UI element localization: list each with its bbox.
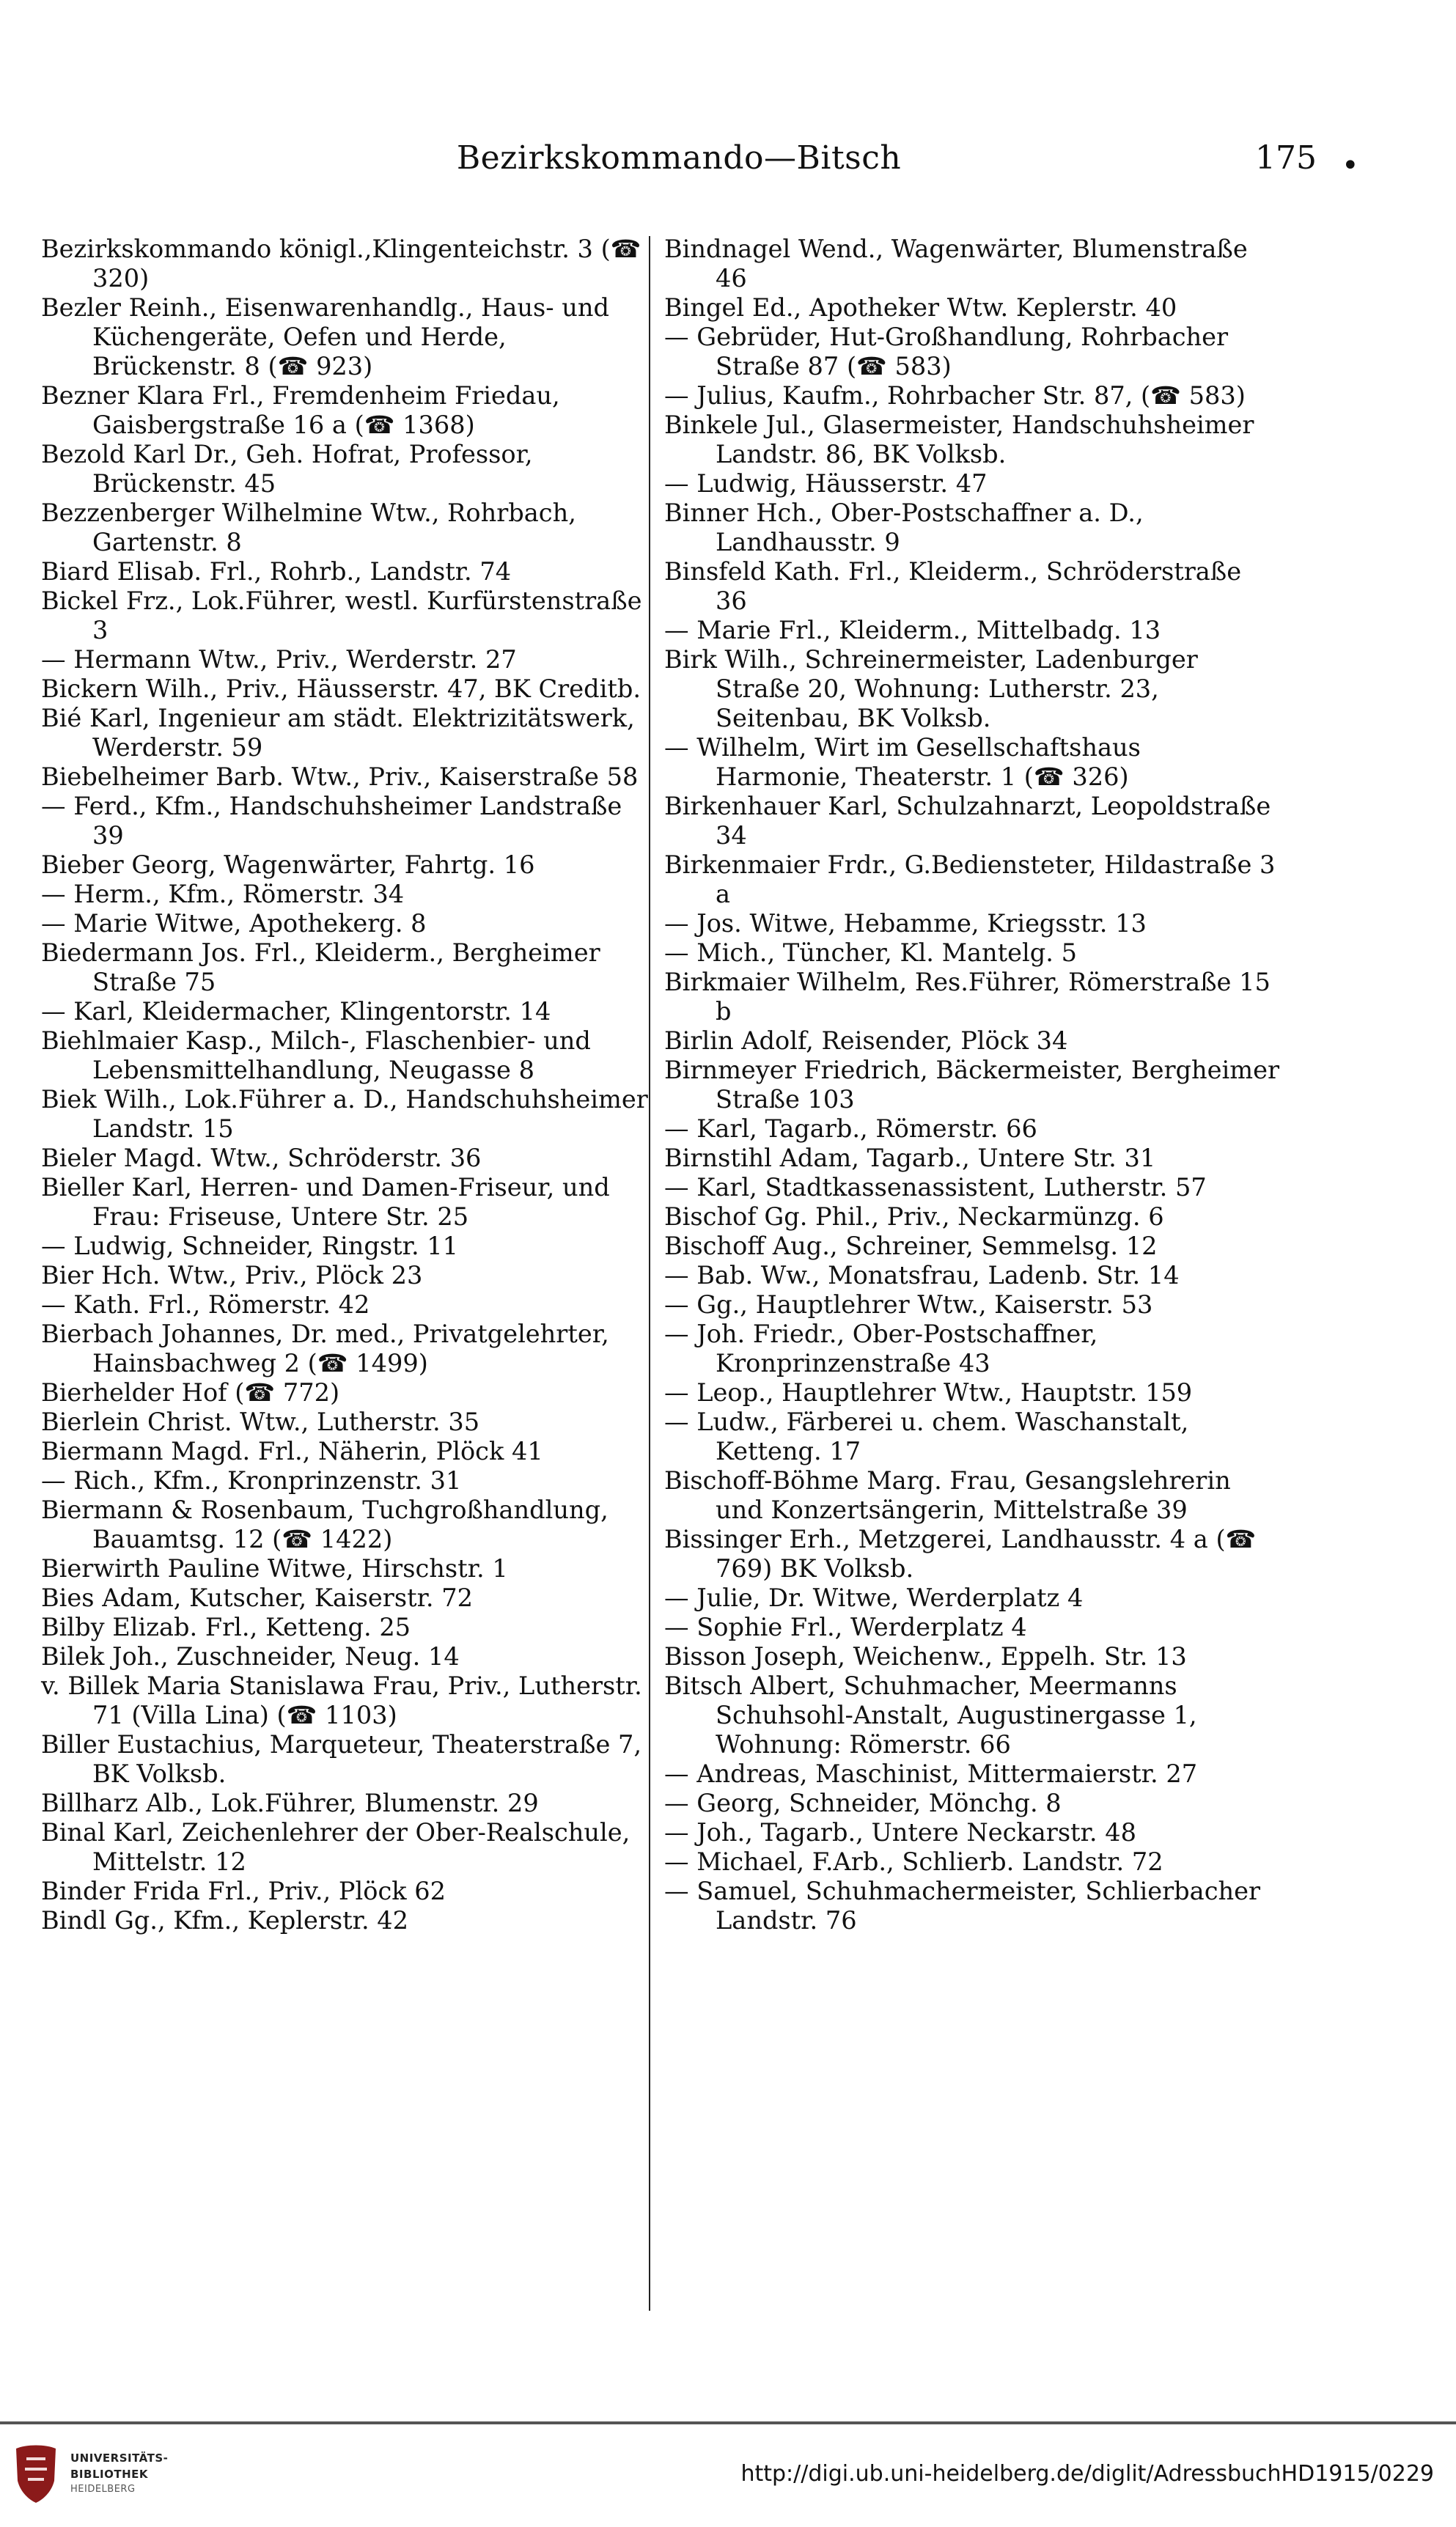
directory-entry: — Ferd., Kfm., Handschuhsheimer Landstraße 39	[41, 792, 622, 850]
library-name-line-1: UNIVERSITÄTS-	[70, 2451, 169, 2465]
directory-entry: — Julie, Dr. Witwe, Werderplatz 4	[664, 1583, 1084, 1612]
directory-entry: — Leop., Hauptlehrer Wtw., Hauptstr. 159	[664, 1378, 1193, 1407]
directory-entry: — Ludwig, Häusserstr. 47	[664, 469, 988, 498]
directory-entry: v. Billek Maria Stanislawa Frau, Priv., Lutherstr. 71 (Villa Lina) (☎ 1103)	[41, 1671, 642, 1729]
directory-entry: — Hermann Wtw., Priv., Werderstr. 27	[41, 645, 517, 674]
directory-entry: — Julius, Kaufm., Rohrbacher Str. 87, (☎ 583)	[664, 381, 1246, 410]
right-directory-column	[664, 235, 1280, 1935]
directory-entry: — Ludwig, Schneider, Ringstr. 11	[41, 1232, 459, 1260]
directory-entry: Biehlmaier Kasp., Milch-, Flaschenbier- und Lebensmittelhandlung, Neugasse 8	[41, 1026, 591, 1084]
directory-entry: — Michael, F.Arb., Schlierb. Landstr. 72	[664, 1847, 1163, 1876]
directory-entry: Bezirkskommando königl.,Klingenteichstr. 3 (☎ 320)	[41, 235, 641, 293]
directory-entry: — Karl, Kleidermacher, Klingentorstr. 14	[41, 997, 551, 1026]
directory-entry: Birnmeyer Friedrich, Bäckermeister, Bergheimer Straße 103	[664, 1056, 1280, 1114]
directory-entry: Biermann Magd. Frl., Näherin, Plöck 41	[41, 1437, 543, 1465]
directory-entry: Bindl Gg., Kfm., Keplerstr. 42	[41, 1906, 409, 1935]
directory-entry: Binal Karl, Zeichenlehrer der Ober-Realschule, Mittelstr. 12	[41, 1818, 630, 1876]
directory-entry: Bindnagel Wend., Wagenwärter, Blumenstraße 46	[664, 235, 1248, 293]
directory-entry: Billharz Alb., Lok.Führer, Blumenstr. 29	[41, 1789, 539, 1817]
directory-entry: Birlin Adolf, Reisender, Plöck 34	[664, 1026, 1068, 1055]
directory-entry: — Karl, Stadtkassenassistent, Lutherstr. 57	[664, 1173, 1207, 1202]
left-directory-column	[41, 235, 657, 1935]
directory-entry: Biermann & Rosenbaum, Tuchgroßhandlung, Bauamtsg. 12 (☎ 1422)	[41, 1496, 608, 1553]
directory-entry: Bezzenberger Wilhelmine Wtw., Rohrbach, Gartenstr. 8	[41, 499, 576, 556]
directory-entry: Bieber Georg, Wagenwärter, Fahrtg. 16	[41, 850, 535, 879]
directory-entry: Bezold Karl Dr., Geh. Hofrat, Professor, Brückenstr. 45	[41, 440, 533, 498]
directory-entry: Biedermann Jos. Frl., Kleiderm., Bergheimer Straße 75	[41, 938, 600, 996]
directory-entry: Birkmaier Wilhelm, Res.Führer, Römerstraße 15 b	[664, 968, 1271, 1026]
page-number: 175	[1255, 139, 1317, 177]
directory-entry: Bingel Ed., Apotheker Wtw. Keplerstr. 40	[664, 293, 1177, 322]
directory-entry: — Gg., Hauptlehrer Wtw., Kaiserstr. 53	[664, 1290, 1153, 1319]
directory-entry: Binsfeld Kath. Frl., Kleiderm., Schröderstraße 36	[664, 557, 1242, 615]
directory-entry: — Marie Frl., Kleiderm., Mittelbadg. 13	[664, 616, 1161, 644]
directory-entry: — Sophie Frl., Werderplatz 4	[664, 1613, 1027, 1641]
directory-entry: Birkenhauer Karl, Schulzahnarzt, Leopoldstraße 34	[664, 792, 1271, 850]
directory-entry: Bezler Reinh., Eisenwarenhandlg., Haus- und Küchengeräte, Oefen und Herde, Brückenstr. 8 (☎ 923)	[41, 293, 609, 380]
directory-entry: — Joh., Tagarb., Untere Neckarstr. 48	[664, 1818, 1136, 1847]
directory-entry: Birkenmaier Frdr., G.Bediensteter, Hildastraße 3 a	[664, 850, 1276, 908]
directory-entry: Bieller Karl, Herren- und Damen-Friseur, und Frau: Friseuse, Untere Str. 25	[41, 1173, 610, 1231]
directory-entry: Bilek Joh., Zuschneider, Neug. 14	[41, 1642, 460, 1671]
directory-entry: Bilby Elizab. Frl., Ketteng. 25	[41, 1613, 411, 1641]
directory-entry: — Andreas, Maschinist, Mittermaierstr. 27	[664, 1759, 1198, 1788]
footer-divider	[0, 2421, 1456, 2424]
directory-entry: Bieler Magd. Wtw., Schröderstr. 36	[41, 1144, 482, 1172]
directory-entry: — Herm., Kfm., Römerstr. 34	[41, 880, 405, 908]
directory-entry: Biebelheimer Barb. Wtw., Priv., Kaiserstraße 58	[41, 762, 639, 791]
directory-entry: Bischoff Aug., Schreiner, Semmelsg. 12	[664, 1232, 1158, 1260]
directory-entry: Bissinger Erh., Metzgerei, Landhausstr. 4 a (☎ 769) BK Volksb.	[664, 1525, 1257, 1583]
directory-entry: Biek Wilh., Lok.Führer a. D., Handschuhsheimer Landstr. 15	[41, 1085, 648, 1143]
directory-entry: Bierhelder Hof (☎ 772)	[41, 1378, 340, 1407]
directory-entry: Bezner Klara Frl., Fremdenheim Friedau, Gaisbergstraße 16 a (☎ 1368)	[41, 381, 560, 439]
directory-entry: — Wilhelm, Wirt im Gesellschaftshaus Harmonie, Theaterstr. 1 (☎ 326)	[664, 733, 1141, 791]
source-url-link[interactable]: http://digi.ub.uni-heidelberg.de/diglit/AdressbuchHD1915/0229	[740, 2461, 1434, 2487]
directory-entry: Bickel Frz., Lok.Führer, westl. Kurfürstenstraße 3	[41, 586, 642, 644]
directory-entry: Bischof Gg. Phil., Priv., Neckarmünzg. 6	[664, 1202, 1164, 1231]
directory-entry: Bierlein Christ. Wtw., Lutherstr. 35	[41, 1408, 480, 1436]
directory-entry: — Bab. Ww., Monatsfrau, Ladenb. Str. 14	[664, 1261, 1180, 1290]
directory-entry: Bickern Wilh., Priv., Häusserstr. 47, BK Creditb.	[41, 674, 641, 703]
directory-entry: Bischoff-Böhme Marg. Frau, Gesangslehrerin und Konzertsängerin, Mittelstraße 39	[664, 1466, 1231, 1524]
directory-entry: — Rich., Kfm., Kronprinzenstr. 31	[41, 1466, 462, 1495]
directory-entry: — Ludw., Färberei u. chem. Waschanstalt, Ketteng. 17	[664, 1408, 1189, 1465]
directory-entry: — Gebrüder, Hut-Großhandlung, Rohrbacher Straße 87 (☎ 583)	[664, 323, 1229, 380]
directory-entry: — Kath. Frl., Römerstr. 42	[41, 1290, 370, 1319]
directory-entry: Bisson Joseph, Weichenw., Eppelh. Str. 13	[664, 1642, 1187, 1671]
column-divider	[649, 236, 650, 2311]
directory-entry: Bier Hch. Wtw., Priv., Plöck 23	[41, 1261, 423, 1290]
directory-entry: — Mich., Tüncher, Kl. Mantelg. 5	[664, 938, 1077, 967]
directory-entry: Bitsch Albert, Schuhmacher, Meermanns Schuhsohl-Anstalt, Augustinergasse 1, Wohnung: Römerstr. 66	[664, 1671, 1197, 1759]
running-title: Bezirkskommando—Bitsch	[456, 139, 902, 177]
directory-entry: — Samuel, Schuhmachermeister, Schlierbacher Landstr. 76	[664, 1877, 1261, 1935]
directory-entry: Binner Hch., Ober-Postschaffner a. D., Landhausstr. 9	[664, 499, 1144, 556]
directory-entry: Bies Adam, Kutscher, Kaiserstr. 72	[41, 1583, 474, 1612]
directory-entry: Birnstihl Adam, Tagarb., Untere Str. 31	[664, 1144, 1156, 1172]
page-header	[41, 139, 1317, 183]
directory-entry: — Karl, Tagarb., Römerstr. 66	[664, 1114, 1037, 1143]
directory-entry: Bierwirth Pauline Witwe, Hirschstr. 1	[41, 1554, 508, 1583]
library-seal-icon	[10, 2441, 62, 2504]
directory-entry: Birk Wilh., Schreinermeister, Ladenburger Straße 20, Wohnung: Lutherstr. 23, Seitenbau, BK Volksb.	[664, 645, 1198, 732]
directory-entry: Biard Elisab. Frl., Rohrb., Landstr. 74	[41, 557, 512, 586]
directory-entry: Binder Frida Frl., Priv., Plöck 62	[41, 1877, 446, 1905]
directory-entry: — Georg, Schneider, Mönchg. 8	[664, 1789, 1062, 1817]
directory-entry: Binkele Jul., Glasermeister, Handschuhsheimer Landstr. 86, BK Volksb.	[664, 411, 1254, 468]
library-name-line-2: BIBLIOTHEK	[70, 2468, 148, 2481]
directory-entry: Bié Karl, Ingenieur am städt. Elektrizitätswerk, Werderstr. 59	[41, 704, 635, 762]
margin-dot: •	[1342, 149, 1359, 183]
directory-entry: — Jos. Witwe, Hebamme, Kriegsstr. 13	[664, 909, 1147, 938]
directory-entry: — Marie Witwe, Apothekerg. 8	[41, 909, 427, 938]
library-logo	[10, 2441, 216, 2507]
directory-entry: Bierbach Johannes, Dr. med., Privatgelehrter, Hainsbachweg 2 (☎ 1499)	[41, 1320, 609, 1377]
directory-entry: — Joh. Friedr., Ober-Postschaffner, Kronprinzenstraße 43	[664, 1320, 1098, 1377]
directory-entry: Biller Eustachius, Marqueteur, Theaterstraße 7, BK Volksb.	[41, 1730, 642, 1788]
library-name-line-3: HEIDELBERG	[70, 2484, 136, 2495]
